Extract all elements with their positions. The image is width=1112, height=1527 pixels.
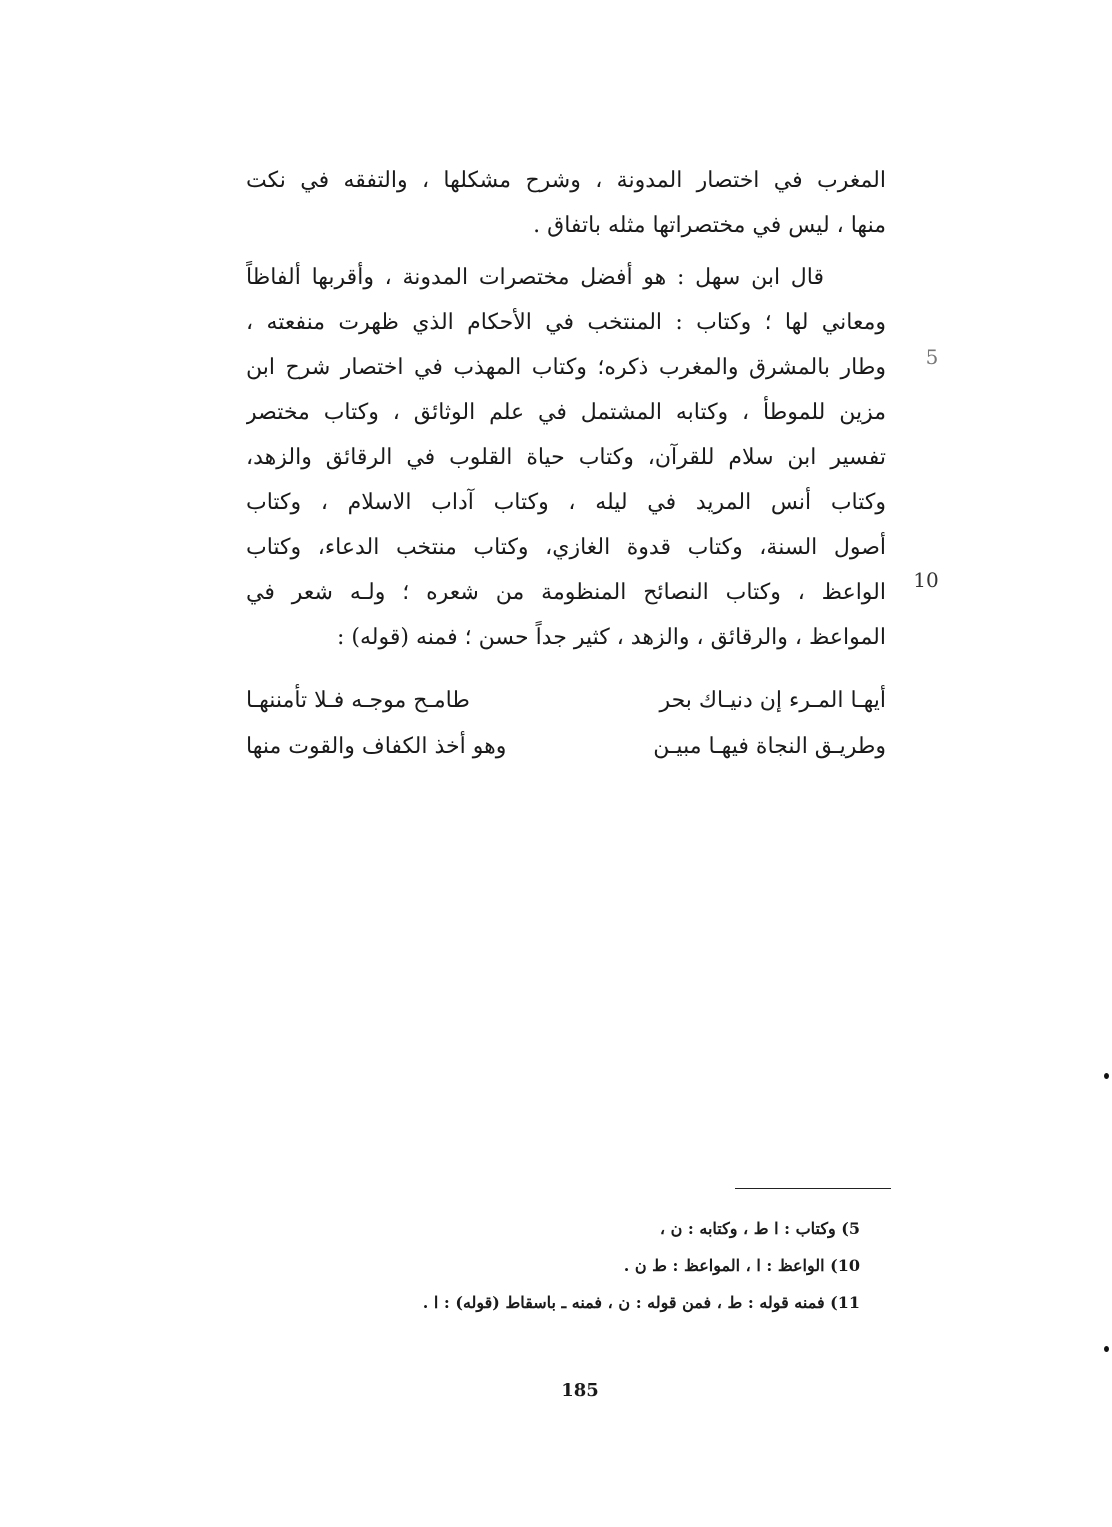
line-number-10: 10 <box>913 568 939 592</box>
line-number-5: 5 <box>925 345 939 369</box>
paragraph-2 <box>246 255 886 660</box>
verse-second-hemistich: طامـح موجـه فـلا تأمننهـا <box>246 688 470 713</box>
text-line: منها ، ليس في مختصراتها مثله باتفاق . <box>533 213 886 238</box>
footnote: 11) فمنه قوله : ط ، فمن قوله : ن ، فمنه ـ باسقاط (قوله) : ا . <box>422 1293 860 1312</box>
text-line: تفسير ابن سلام للقرآن، وكتاب حياة القلوب في الرقائق والزهد، <box>246 445 886 470</box>
footnote: 10) الواعظ : ا ، المواعظ : ط ن . <box>623 1256 860 1275</box>
text-line: المواعظ ، والرقائق ، والزهد ، كثير جداً حسن ؛ فمنه (قوله) : <box>337 625 886 650</box>
text-line: الواعظ ، وكتاب النصائح المنظومة من شعره ؛ ولـه شعر في <box>246 580 886 605</box>
text-line: وكتاب أنس المريد في ليله ، وكتاب آداب الاسلام ، وكتاب <box>246 490 886 515</box>
verse-first-hemistich: أيهـا المـرء إن دنيـاك بحر <box>659 688 886 713</box>
footnote-separator <box>735 1188 891 1189</box>
text-line: مزين للموطأ ، وكتابه المشتمل في علم الوثائق ، وكتاب مختصر <box>246 400 886 425</box>
text-line: قال ابن سهل : هو أفضل مختصرات المدونة ، وأقربها ألفاظاً <box>246 265 824 290</box>
verse-first-hemistich: وطريـق النجاة فيهـا مبيـن <box>653 734 886 759</box>
poem-verse <box>246 724 886 770</box>
footnotes <box>300 1210 860 1321</box>
verse-second-hemistich: وهو أخذ الكفاف والقوت منها <box>246 734 507 759</box>
text-line: وطار بالمشرق والمغرب ذكره؛ وكتاب المهذب في اختصار شرح ابن <box>246 355 886 380</box>
page-number: 185 <box>561 1380 599 1401</box>
scan-speck <box>1104 1346 1109 1352</box>
text-line: أصول السنة، وكتاب قدوة الغازي، وكتاب منتخب الدعاء، وكتاب <box>246 535 886 560</box>
footnote: 5) وكتاب : ا ط ، وكتابه : ن ، <box>659 1219 860 1238</box>
scan-speck <box>1104 1073 1109 1079</box>
paragraph-1 <box>246 158 886 248</box>
text-line: المغرب في اختصار المدونة ، وشرح مشكلها ، والتفقه في نكت <box>246 168 886 193</box>
text-line: ومعاني لها ؛ وكتاب : المنتخب في الأحكام الذي ظهرت منفعته ، <box>246 310 886 335</box>
poem-verse <box>246 678 886 724</box>
